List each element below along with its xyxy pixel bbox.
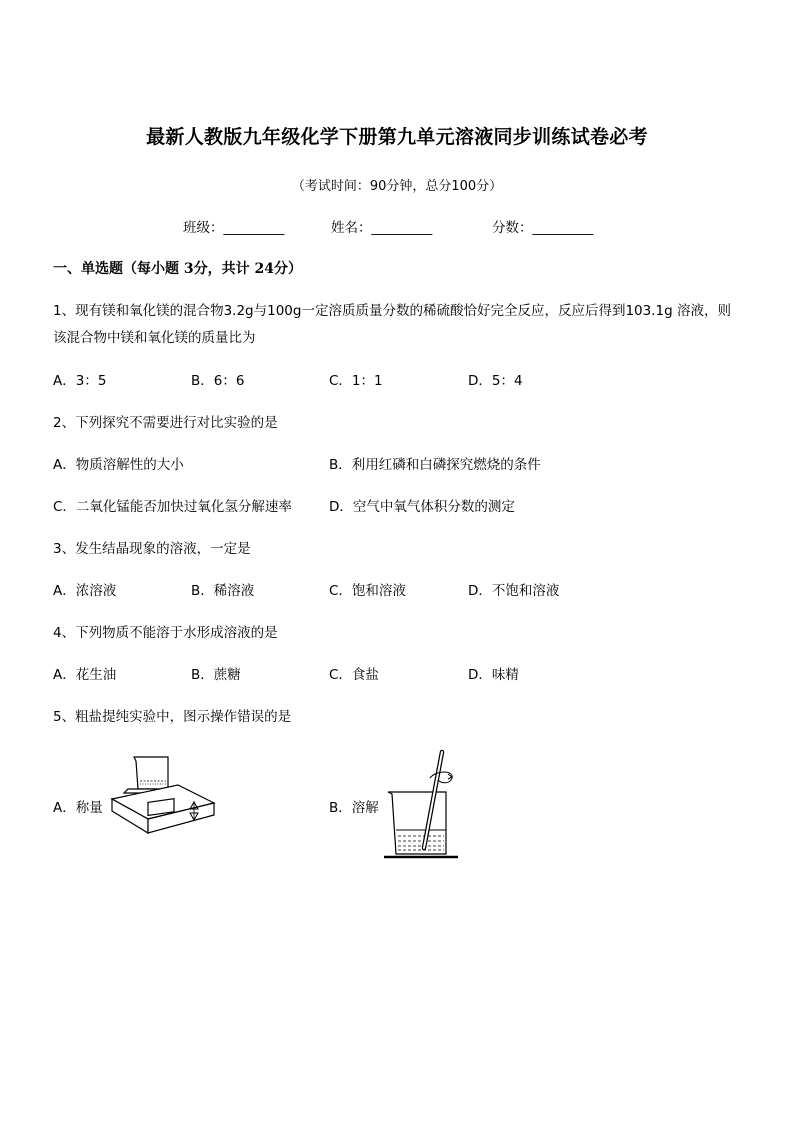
q4-option-c: C．食盐 <box>329 667 379 683</box>
q3-option-b: B．稀溶液 <box>191 583 255 599</box>
question-4-stem: 4、下列物质不能溶于水形成溶液的是 <box>53 625 278 641</box>
section-heading: 一、单选题（每小题 3分，共计 24分） <box>53 261 302 277</box>
q2-option-c: C．二氧化锰能否加快过氧化氢分解速率 <box>53 499 292 515</box>
q5-option-a: A．称量 <box>53 800 103 816</box>
q4-option-b: B．蔗糖 <box>191 667 241 683</box>
q3-option-a: A．浓溶液 <box>53 583 117 599</box>
exam-info-subtitle: （考试时间：90分钟，总分100分） <box>291 179 503 194</box>
q4-option-d: D．味精 <box>468 667 519 683</box>
question-5-stem: 5、粗盐提纯实验中，图示操作错误的是 <box>53 709 292 725</box>
q2-option-d: D．空气中氧气体积分数的测定 <box>329 499 515 515</box>
q2-option-a: A．物质溶解性的大小 <box>53 457 184 473</box>
q1-option-c: C．1：1 <box>329 373 383 389</box>
q1-option-d: D．5：4 <box>468 373 523 389</box>
q2-option-b: B．利用红磷和白磷探究燃烧的条件 <box>329 457 541 473</box>
q3-option-c: C．饱和溶液 <box>329 583 406 599</box>
balance-weighing-illustration <box>108 755 218 850</box>
question-2-stem: 2、下列探究不需要进行对比实验的是 <box>53 415 278 431</box>
q4-option-a: A．花生油 <box>53 667 117 683</box>
page-title: 最新人教版九年级化学下册第九单元溶液同步训练试卷必考 <box>146 126 648 148</box>
name-field: 姓名：_________ <box>331 220 433 236</box>
question-3-stem: 3、发生结晶现象的溶液，一定是 <box>53 541 251 557</box>
question-1-stem: 1、现有镁和氧化镁的混合物3.2g与100g一定溶质质量分数的稀硫酸恰好完全反应，反应后得到103.1g 溶液，则该混合物中镁和氧化镁的质量比为 <box>53 303 731 346</box>
class-field: 班级：_________ <box>183 220 285 236</box>
q1-option-b: B．6：6 <box>191 373 245 389</box>
q5-option-b: B．溶解 <box>329 800 379 816</box>
dissolving-illustration <box>384 748 464 860</box>
q3-option-d: D．不饱和溶液 <box>468 583 560 599</box>
score-field: 分数：_________ <box>492 220 594 236</box>
q1-option-a: A．3：5 <box>53 373 107 389</box>
